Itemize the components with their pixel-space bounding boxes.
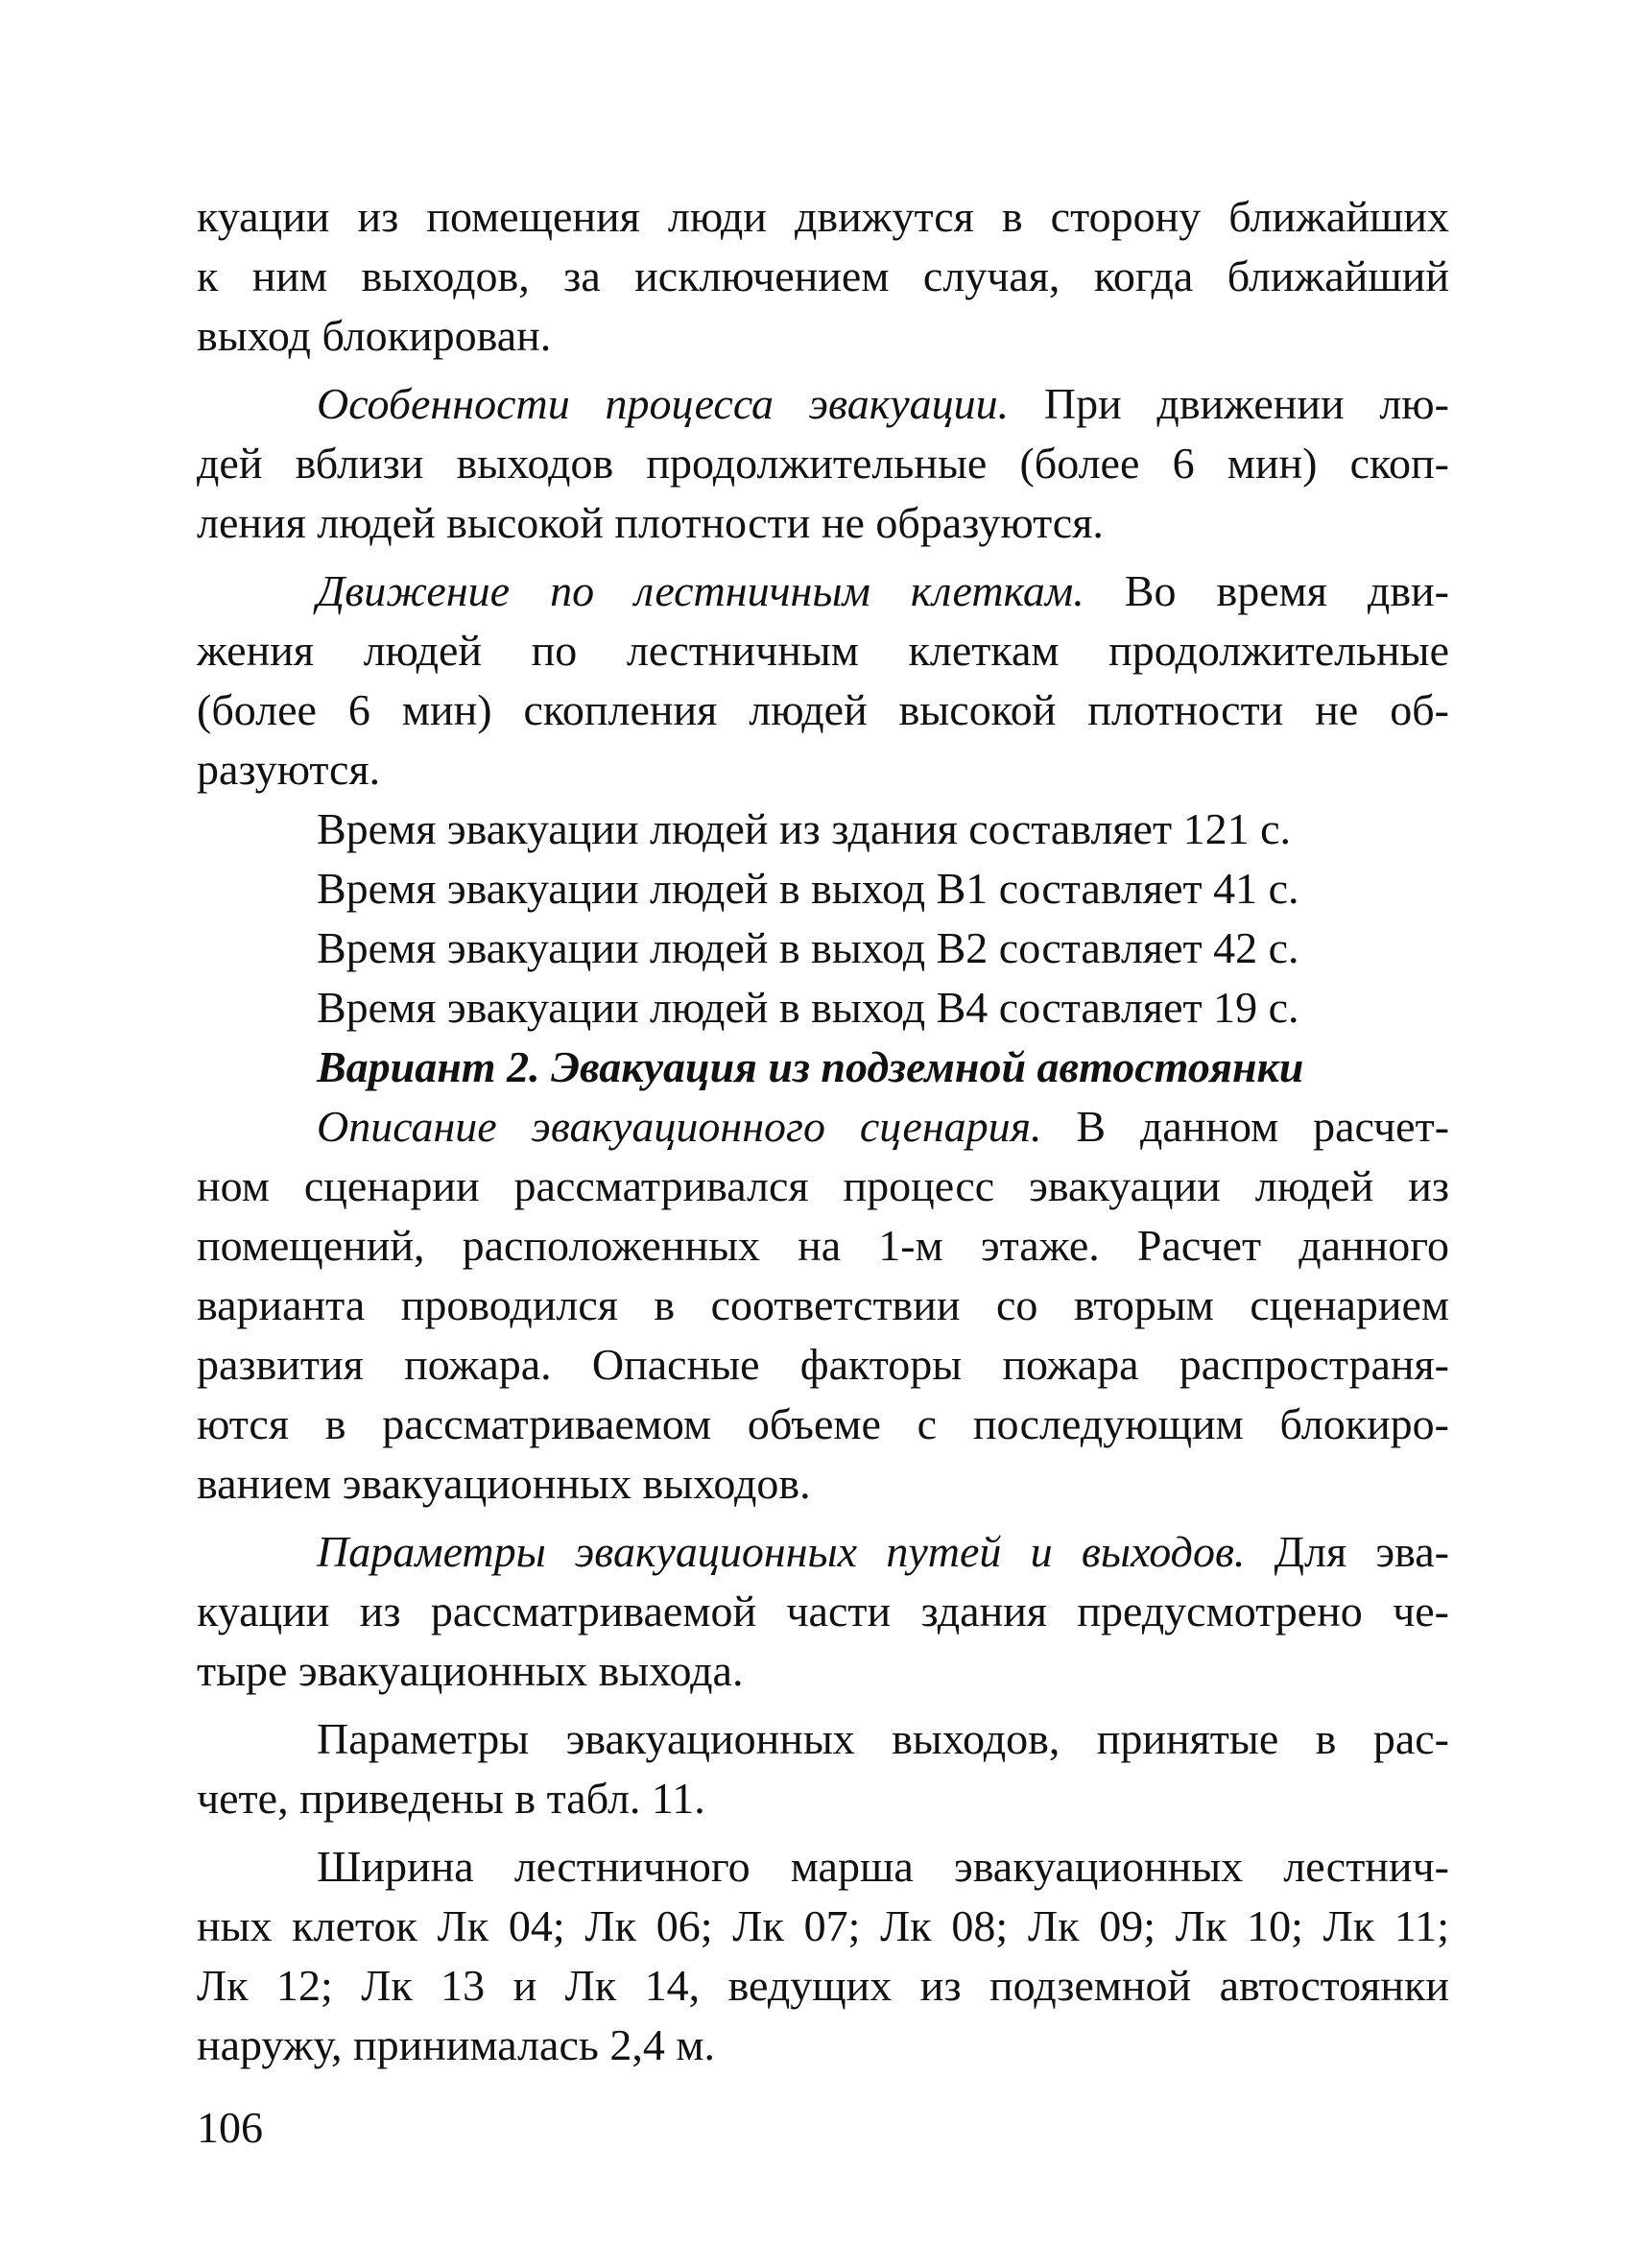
page-number: 106 [197,2103,263,2152]
text-run: При движении лю- [1009,379,1449,428]
paragraph-path-parameters [197,1522,1449,1701]
text-line: жения людей по лестничным клеткам продолжительные [197,626,1449,675]
text-line: ются в рассматриваемом объеме с последующим блокиро- [197,1399,1449,1448]
text-line: разуются. [197,745,381,794]
text-run: Для эва- [1245,1527,1449,1576]
text-line [197,374,1449,434]
text-line: (более 6 мин) скопления людей высокой плотности не об- [197,685,1449,734]
text-line: куации из помещения люди движутся в сторону ближайших [197,192,1449,241]
text-line: чете, приведены в табл. 11. [197,1774,705,1823]
text-line: развития пожара. Опасные факторы пожара распространя- [197,1340,1449,1389]
text-line: Лк 12; Лк 13 и Лк 14, ведущих из подземной автостоянки [197,1961,1449,2010]
text-run: В данном расчет- [1041,1102,1450,1151]
text-line [197,561,1449,621]
text-line: куации из рассматриваемой части здания предусмотрено че- [197,1587,1449,1635]
text-line [197,1097,1449,1157]
text-line: помещений, расположенных на 1-м этаже. Расчет данного [197,1221,1449,1270]
evacuation-time-line: Время эвакуации людей в выход В2 составляет 42 с. [317,923,1299,972]
paragraph-stair-width [197,1837,1449,2075]
italic-lead: Описание эвакуационного сценария. [317,1102,1042,1151]
paragraph-evacuation-features [197,374,1449,553]
text-line: дей вблизи выходов продолжительные (более 6 мин) скоп- [197,439,1449,488]
text-run: Во время дви- [1084,566,1449,615]
text-line: варианта проводился в соответствии со вторым сценарием [197,1280,1449,1329]
italic-lead: Движение по лестничным клеткам. [317,566,1084,615]
italic-lead: Особенности процесса эвакуации. [317,379,1010,428]
evacuation-time-line: Время эвакуации людей в выход В1 составляет 41 с. [317,864,1299,913]
text-line: наружу, принималась 2,4 м. [197,2020,715,2069]
text-line: Параметры эвакуационных выходов, принятые в рас- [317,1714,1449,1763]
text-line [197,1522,1449,1582]
text-line: тыре эвакуационных выхода. [197,1646,744,1695]
text-line: выход блокирован. [197,311,552,360]
paragraph-stairwell-movement [197,561,1449,800]
paragraph-continuation [197,187,1449,366]
text-line: ванием эвакуационных выходов. [197,1459,811,1508]
text-line: ном сценарии рассматривался процесс эвакуации людей из [197,1161,1449,1210]
paragraph-table-reference [197,1709,1449,1828]
italic-lead: Параметры эвакуационных путей и выходов. [317,1527,1246,1576]
section-heading: Вариант 2. Эвакуация из подземной автостоянки [317,1042,1304,1091]
text-line: Ширина лестничного марша эвакуационных лестнич- [317,1842,1449,1891]
evacuation-times-list [197,800,1449,1038]
text-line: ных клеток Лк 04; Лк 06; Лк 07; Лк 08; Лк 09; Лк 10; Лк 11; [197,1901,1449,1950]
evacuation-time-line: Время эвакуации людей из здания составляет 121 с. [317,804,1291,853]
page-body [197,187,1449,2075]
paragraph-scenario-description [197,1097,1449,1514]
text-line: к ним выходов, за исключением случая, когда ближайший [197,251,1449,300]
evacuation-time-line: Время эвакуации людей в выход В4 составляет 19 с. [317,983,1299,1032]
text-line: ления людей высокой плотности не образуются. [197,498,1104,547]
